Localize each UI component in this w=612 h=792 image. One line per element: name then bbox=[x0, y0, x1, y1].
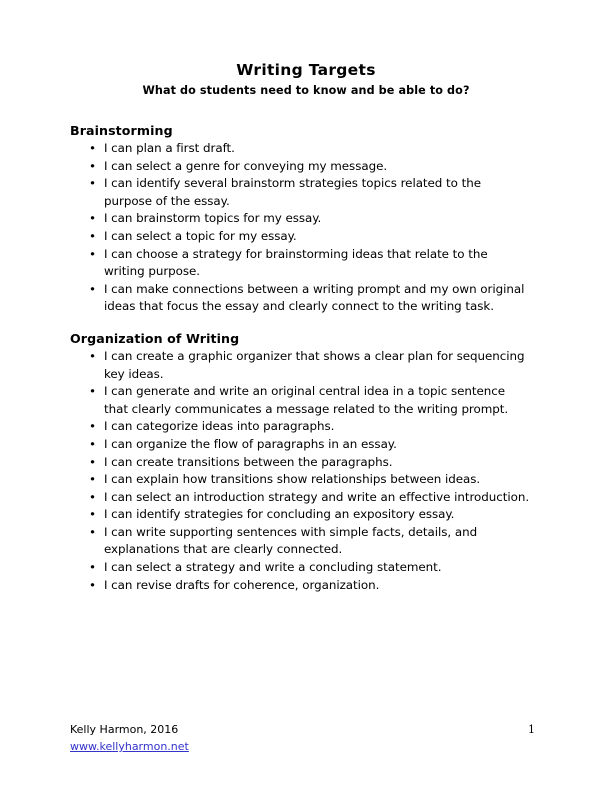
section-brainstorming bbox=[70, 122, 530, 316]
bullet-icon: • bbox=[89, 489, 96, 504]
list-item-text: I can select an introduction strategy and write an effective introduction. bbox=[104, 489, 530, 504]
bullet-icon: • bbox=[89, 141, 96, 155]
list-item-text: I can select a topic for my essay. bbox=[104, 228, 297, 243]
list-item bbox=[70, 489, 530, 507]
list-item-text: I can choose a strategy for brainstorming ideas that relate to the writing purpose. bbox=[104, 246, 488, 279]
bullet-icon: • bbox=[89, 176, 96, 191]
footer-author: Kelly Harmon, 2016 bbox=[70, 723, 179, 736]
list-item bbox=[70, 140, 530, 158]
section-heading: Brainstorming bbox=[70, 123, 173, 138]
list-item bbox=[70, 246, 530, 281]
list-item-text: I can identify strategies for concluding an expository essay. bbox=[104, 507, 455, 522]
list-item bbox=[70, 524, 530, 559]
section-organization-of-writing bbox=[70, 330, 530, 594]
bullet-icon: • bbox=[89, 577, 96, 592]
bullet-icon: • bbox=[89, 211, 96, 226]
bullet-icon: • bbox=[89, 436, 96, 451]
list-item bbox=[70, 210, 530, 228]
list-item-text: I can select a genre for conveying my message. bbox=[104, 158, 388, 173]
footer-attribution bbox=[70, 722, 189, 755]
bullet-icon: • bbox=[89, 281, 96, 296]
list-item-text: I can plan a first draft. bbox=[104, 141, 235, 155]
list-item bbox=[70, 348, 530, 383]
bullet-icon: • bbox=[89, 246, 96, 261]
bullet-icon: • bbox=[89, 158, 96, 173]
list-item bbox=[70, 471, 530, 489]
list-item bbox=[70, 577, 530, 595]
document-header bbox=[70, 60, 542, 99]
list-item-text: I can revise drafts for coherence, organization. bbox=[104, 577, 380, 592]
list-item-text: I can brainstorm topics for my essay. bbox=[104, 211, 322, 226]
list-item-text: I can select a strategy and write a concluding statement. bbox=[104, 560, 442, 575]
list-item bbox=[70, 506, 530, 524]
page-subtitle: What do students need to know and be able to do? bbox=[142, 84, 470, 97]
list-item-text: I can create a graphic organizer that shows a clear plan for sequencing key ideas. bbox=[104, 348, 525, 381]
list-item bbox=[70, 281, 530, 316]
section-heading: Organization of Writing bbox=[70, 330, 240, 346]
list-item-text: I can create transitions between the paragraphs. bbox=[104, 454, 393, 469]
document-body bbox=[70, 122, 530, 594]
list-item bbox=[70, 175, 530, 210]
bullet-icon: • bbox=[89, 524, 96, 539]
footer-website-link[interactable]: www.kellyharmon.net bbox=[70, 740, 189, 753]
learning-target-list bbox=[70, 348, 530, 594]
list-item bbox=[70, 383, 530, 418]
bullet-icon: • bbox=[89, 454, 96, 469]
list-item-text: I can organize the flow of paragraphs in an essay. bbox=[104, 436, 397, 451]
list-item-text: I can write supporting sentences with simple facts, details, and explanations that are clearly connected. bbox=[104, 524, 478, 557]
bullet-icon: • bbox=[89, 228, 96, 243]
list-item bbox=[70, 418, 530, 436]
list-item bbox=[70, 158, 530, 176]
list-item bbox=[70, 228, 530, 246]
bullet-icon: • bbox=[89, 472, 96, 487]
bullet-icon: • bbox=[89, 384, 96, 399]
bullet-icon: • bbox=[89, 560, 96, 575]
list-item bbox=[70, 559, 530, 577]
list-item-text: I can categorize ideas into paragraphs. bbox=[104, 419, 335, 434]
list-item-text: I can make connections between a writing prompt and my own original ideas that focus the essay and clearly connect to the writing task. bbox=[104, 281, 525, 314]
page-title: Writing Targets bbox=[236, 61, 376, 79]
bullet-icon: • bbox=[89, 348, 96, 363]
page-number: 1 bbox=[528, 723, 535, 736]
list-item-text: I can explain how transitions show relationships between ideas. bbox=[104, 472, 481, 487]
list-item-text: I can generate and write an original central idea in a topic sentence that clearly communicates a message related to the writing prompt. bbox=[104, 384, 509, 416]
list-item bbox=[70, 436, 530, 454]
bullet-icon: • bbox=[89, 419, 96, 434]
bullet-icon: • bbox=[89, 507, 96, 522]
list-item-text: I can identify several brainstorm strategies topics related to the purpose of the essay. bbox=[104, 176, 481, 208]
learning-target-list bbox=[70, 140, 530, 316]
list-item bbox=[70, 454, 530, 472]
